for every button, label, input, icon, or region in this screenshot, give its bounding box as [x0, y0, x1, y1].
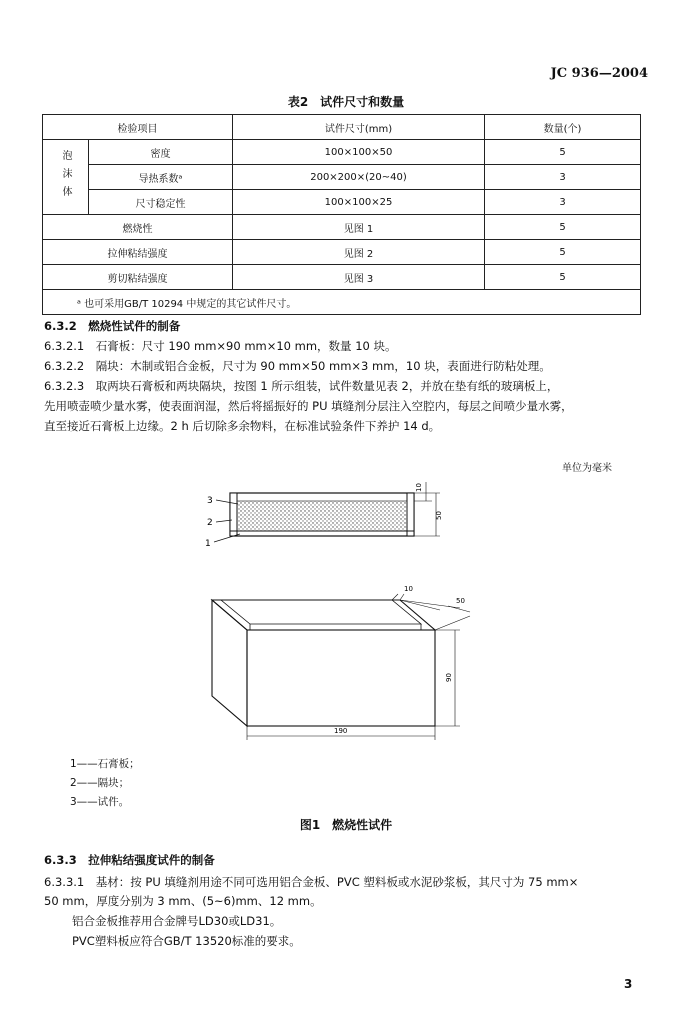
row-size: 100×100×25 — [233, 190, 485, 215]
standard-number: JC 936—2004 — [550, 66, 648, 81]
box-front-face — [247, 630, 435, 726]
figure-caption: 图1 燃烧性试件 — [299, 818, 393, 832]
para-alloy-recommendation: 铝合金板推荐用合金牌号LD30或LD31。 — [72, 914, 282, 928]
spacer-left — [230, 493, 237, 536]
box-perspective-view — [212, 600, 435, 726]
legend-item-2: 2——隔块； — [70, 777, 130, 789]
table-row — [43, 240, 641, 265]
row-size: 200×200×(20~40) — [233, 165, 485, 190]
callout-3: 3 — [207, 496, 213, 506]
figure-1-drawing — [0, 470, 692, 750]
row-size: 100×100×50 — [233, 140, 485, 165]
specimen-fill — [237, 501, 407, 531]
section-heading-6-3-3: 6.3.3 拉伸粘结强度试件的制备 — [44, 853, 215, 867]
row-size: 见图 2 — [233, 240, 485, 265]
section-heading-6-3-2: 6.3.2 燃烧性试件的制备 — [44, 319, 181, 333]
table-caption: 表2 试件尺寸和数量 — [287, 95, 405, 109]
callout-1: 1 — [205, 539, 211, 549]
row-item: 导热系数ᵃ — [89, 165, 233, 190]
para-pvc-requirement: PVC塑料板应符合GB/T 13520标准的要求。 — [72, 934, 301, 948]
page-number: 3 — [624, 977, 633, 991]
row-item: 密度 — [89, 140, 233, 165]
row-item: 剪切粘结强度 — [43, 265, 233, 290]
row-qty: 5 — [485, 265, 641, 290]
dim-ext-10-a — [400, 594, 404, 600]
box-inner-rim — [221, 600, 421, 624]
dim-line-50-box — [448, 606, 470, 612]
box-left-face — [212, 600, 247, 726]
table-row — [43, 190, 641, 215]
dim-90: 90 — [445, 673, 453, 682]
row-qty: 5 — [485, 215, 641, 240]
row-qty: 5 — [485, 140, 641, 165]
spacer-right — [407, 493, 414, 536]
dim-ext-10-b — [392, 594, 398, 600]
dim-ext-50-b — [435, 616, 470, 630]
para-6-3-2-3-line3: 直至接近石膏板上边缘。2 h 后切除多余物料，在标准试验条件下养护 14 d。 — [44, 419, 441, 433]
para-6-3-3-1-line1: 6.3.3.1 基材：按 PU 填缝剂用途不同可选用铝合金板、PVC 塑料板或水泥砂浆板，其尺寸为 75 mm× — [44, 875, 579, 889]
row-size: 见图 1 — [233, 215, 485, 240]
row-qty: 5 — [485, 240, 641, 265]
dim-50-section: 50 — [435, 511, 443, 520]
dim-10-top: 10 — [415, 483, 423, 492]
dim-50-box: 50 — [456, 597, 465, 605]
row-qty: 3 — [485, 165, 641, 190]
dim-10-box: 10 — [404, 585, 413, 593]
table-footnote: ᵃ 也可采用GB/T 10294 中规定的其它试件尺寸。 — [43, 290, 641, 315]
row-item: 燃烧性 — [43, 215, 233, 240]
table-row — [43, 165, 641, 190]
unit-note: 单位为毫米 — [562, 463, 612, 474]
table-footnote-row — [43, 290, 641, 315]
row-qty: 3 — [485, 190, 641, 215]
group-label-foam: 泡沫体 — [43, 140, 89, 215]
para-6-3-2-3-line2: 先用喷壶喷少量水雾，使表面润湿，然后将摇振好的 PU 填缝剂分层注入空腔内，每层之间喷少量水雾， — [44, 399, 573, 413]
callout-leader-1 — [214, 534, 240, 542]
para-6-3-2-3-line1: 6.3.2.3 取两块石膏板和两块隔块，按图 1 所示组装，试件数量见表 2，并放在垫有纸的玻璃板上， — [44, 379, 559, 393]
box-top-rim — [212, 600, 435, 630]
legend-item-1: 1——石膏板； — [70, 758, 140, 770]
row-item: 尺寸稳定性 — [89, 190, 233, 215]
dim-190: 190 — [334, 727, 348, 735]
col-header-size: 试件尺寸(mm) — [233, 115, 485, 140]
box-dimensions — [247, 594, 470, 740]
row-item: 拉伸粘结强度 — [43, 240, 233, 265]
table-row — [43, 215, 641, 240]
table-header-row — [43, 115, 641, 140]
legend-item-3: 3——试件。 — [70, 796, 130, 808]
specimen-table — [42, 114, 641, 315]
para-6-3-2-1: 6.3.2.1 石膏板：尺寸 190 mm×90 mm×10 mm，数量 10 块。 — [44, 339, 397, 353]
table-row — [43, 265, 641, 290]
para-6-3-3-1-line2: 50 mm，厚度分别为 3 mm、(5~6)mm、12 mm。 — [44, 894, 322, 908]
callout-2: 2 — [207, 518, 213, 528]
para-6-3-2-2: 6.3.2.2 隔块：木制或铝合金板，尺寸为 90 mm×50 mm×3 mm，10 块，表面进行防粘处理。 — [44, 359, 551, 373]
row-size: 见图 3 — [233, 265, 485, 290]
col-header-item: 检验项目 — [43, 115, 233, 140]
table-row — [43, 140, 641, 165]
col-header-qty: 数量(个) — [485, 115, 641, 140]
section-view — [205, 482, 443, 549]
